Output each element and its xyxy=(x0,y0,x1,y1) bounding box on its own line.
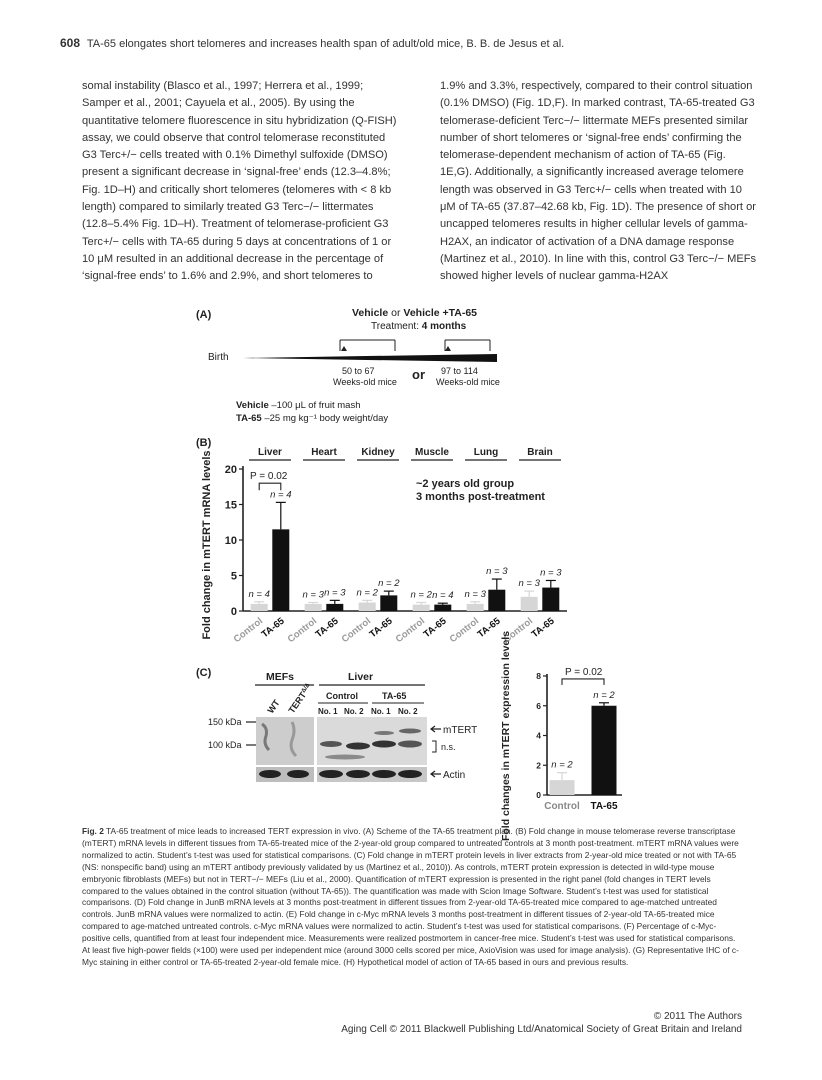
c-ytick-label: 2 xyxy=(536,760,541,771)
kda-150: 150 kDa xyxy=(208,717,242,727)
c-ytick-label: 4 xyxy=(536,730,541,741)
b-ylabel: Fold change in mTERT mRNA levels xyxy=(201,450,213,640)
b-ytick-label: 5 xyxy=(230,570,237,583)
b-group-label: Heart xyxy=(311,447,337,458)
running-title: TA-65 elongates short telomeres and increases health span of adult/old mice, B. B. de Jesus et al. xyxy=(86,38,565,50)
range-1: 50 to 67 xyxy=(342,366,375,376)
left-text-column xyxy=(82,78,400,286)
dose-vehicle: Vehicle –100 μL of fruit mash xyxy=(236,400,361,411)
b-xtick-label: Control xyxy=(339,615,374,646)
panel-a-title: Vehicle or Vehicle +TA-65 xyxy=(352,307,478,319)
b-group-label: Lung xyxy=(473,447,499,458)
b-bar xyxy=(359,602,376,611)
b-n-label: n = 2 xyxy=(378,578,400,590)
b-xtick-label: Control xyxy=(393,615,428,646)
mtert-band-label: mTERT xyxy=(443,725,478,736)
footer-copyright: © 2011 The Authors xyxy=(653,1011,742,1022)
c-ytick-label: 6 xyxy=(536,700,541,711)
panel-c xyxy=(196,631,622,841)
blot-mefs xyxy=(256,717,314,765)
panel-a-label: (A) xyxy=(196,309,212,321)
b-bar xyxy=(326,604,343,611)
c-n-label: n = 2 xyxy=(551,759,573,771)
running-header xyxy=(60,36,564,50)
c-ytick-label: 8 xyxy=(536,671,541,681)
b-xtick-label: TA-65 xyxy=(313,615,341,641)
b-ytick-label: 0 xyxy=(230,606,237,618)
b-xtick-label: TA-65 xyxy=(259,615,287,641)
b-xtick-label: TA-65 xyxy=(421,615,449,641)
b-n-label: n = 4 xyxy=(432,590,454,602)
panel-a xyxy=(196,307,500,424)
b-n-label: n = 3 xyxy=(518,578,540,590)
b-xtick-label: TA-65 xyxy=(367,615,395,641)
c-xtick-label: Control xyxy=(544,801,580,812)
panel-a-treatment: Treatment: 4 months xyxy=(371,321,467,332)
c-ytick-label: 0 xyxy=(536,790,541,800)
c-bar xyxy=(550,780,575,795)
c-p-value: P = 0.02 xyxy=(565,666,603,678)
b-n-label: n = 3 xyxy=(302,589,324,601)
b-bar xyxy=(521,597,538,611)
panel-b-label: (B) xyxy=(196,437,212,449)
liver-label: Liver xyxy=(348,671,374,683)
left-paragraph: somal instability (Blasco et al., 1997; Herrera et al., 1999; Samper et al., 2001; Cayuela et al., 2005). By using the quantitative telomere fluorescence in situ hybridization (Q-FISH) assay, we could observe that control telomerase reconstituted G3 Terc+/− cells treated with 0.1% Dimethyl sulfoxide (DMSO) present a significant decrease in ‘signal-free’ ends (12.3–4.8%; Fig. 1D–H) and critically short telomeres (telomeres with < 8 kb length) compared to similarly treated G3 Terc−/− littermates (12.8–5.4% Fig. 1D–H). Treatment of telomerase-proficient G3 Terc+/− cells with TA-65 during 5 days at concentrations of 1 or 10 μM resulted in an additional decrease in the percentage of ‘signal-free ends’ to 1.6% and 2.9%, and short telomeres to xyxy=(82,80,397,283)
c-ylabel: Fold changes in mTERT expression levels xyxy=(500,630,512,842)
b-significance-bracket xyxy=(259,483,281,490)
b-group-label: Kidney xyxy=(361,447,395,458)
control-label: Control xyxy=(326,691,358,701)
mefs-label: MEFs xyxy=(266,671,295,683)
panel-b xyxy=(196,437,567,645)
blot-liver xyxy=(317,717,427,765)
b-ytick-label: 15 xyxy=(224,499,237,512)
right-text-column xyxy=(440,78,758,286)
footer-journal: Aging Cell © 2011 Blackwell Publishing Ltd/Anatomical Society of Great Britain and Ireland xyxy=(341,1024,742,1035)
page-number: 608 xyxy=(60,36,81,50)
b-xtick-label: Control xyxy=(285,615,320,646)
ns-band-label: n.s. xyxy=(441,742,456,752)
bracket-2 xyxy=(445,340,490,351)
b-bar xyxy=(467,604,484,611)
b-group-label: Liver xyxy=(258,447,282,458)
b-n-label: n = 2 xyxy=(410,589,432,601)
c-xtick-label: TA-65 xyxy=(590,801,618,812)
ta65-label: TA-65 xyxy=(382,691,407,701)
range-1-sub: Weeks-old mice xyxy=(333,377,397,387)
caption-text: TA-65 treatment of mice leads to increased TERT expression in vivo. (A) Scheme of the TA-65 treatment plan. (B) Fold change in mouse telomerase reverse transcriptase (mTERT) mRNA levels in different tissues from TA-65-treated mice of the 2-year-old group compared to untreated controls at 3 month post-treatment. mTERT mRNA values were normalized to actin. Student’s t-test was used for statistical comparisons. (C) Fold change in mTERT protein levels in liver extracts from 2-year-old mice treated or not with TA-65 (NS: nonspecific band) using an mTERT antibody previously validated by us (Martinez et al., 2010)). As controls, mTERT protein expression is detected in wild-type mouse embryonic fibroblasts (MEFs) but not in TERT−/− MEFs (Liu et al., 2000). Quantification of mTERT expression is presented in the right panel (fold changes in TERT levels compared to the values obtained in the control situation (without TA-65)). The quantification was made with Scion Image Software. Student’s t-test was used for statistical comparisons. (D) Fold change in JunB mRNA levels at 3 months post-treatment in different tissues from 2-year-old TA-65-treated mice compared to age-matched untreated controls. JunB mRNA values were normalized to actin. (E) Fold change in c-Myc mRNA levels 3 months post-treatment in different tissues of 2-year-old TA-65-treated mice compared to age-matched untreated controls. c-Myc mRNA values were normalized to actin. Student’s t-test was used for statistical comparisons. (F) Percentage of c-Myc-positive cells, quantified from at least four independent mice. Measurements were realized postmortem in cancer-free mice. Student’s t-test was used for statistical comparisons. At least five high-power fields (×100) were used per independent mice (around 3000 cells scored per mice, AxioVision was used for image analysis). (G) Representative IHC of c-Myc staining in either control or TA-65-treated 2-year-old female mice. (H) Hypothetical model of action of TA-65 based in ours and previous results. xyxy=(82,826,739,967)
b-bar xyxy=(413,605,430,611)
panel-c-label: (C) xyxy=(196,667,212,679)
bracket-1 xyxy=(340,340,395,351)
b-bar xyxy=(251,604,268,611)
b-group-label: Brain xyxy=(527,447,553,458)
b-bar xyxy=(542,588,559,611)
lane-ta65-2: No. 2 xyxy=(398,707,418,716)
lane-control-2: No. 2 xyxy=(344,707,364,716)
b-bar xyxy=(272,529,289,611)
panel-b-annotation-2: 3 months post-treatment xyxy=(416,491,545,503)
or-label: or xyxy=(412,367,425,382)
b-xtick-label: TA-65 xyxy=(475,615,503,641)
lane-ta65-1: No. 1 xyxy=(371,707,391,716)
lane-wt: WT xyxy=(265,697,282,716)
b-ytick-label: 10 xyxy=(224,535,237,547)
c-significance-bracket xyxy=(562,679,604,685)
lane-control-1: No. 1 xyxy=(318,707,338,716)
b-n-label: n = 4 xyxy=(248,588,270,600)
right-paragraph: 1.9% and 3.3%, respectively, compared to their control situation (0.1% DMSO) (Fig. 1D,F). In marked contrast, TA-65-treated G3 telomerase-deficient Terc−/− littermate MEFs presented similar number of short telomeres or ‘signal-free ends’ confirming the telomerase-dependent mechanism of action of TA-65 (Fig. 1E,G). Additionally, a significantly increased average telomere length was observed in G3 Terc+/− cells when treated with 10 μM of TA-65 (37.87–42.68 kb, Fig. 1D). The presence of short or uncapped telomeres results in higher cellular levels of gamma-H2AX, an indicator of activation of a DNA damage response (Martinez et al., 2010). In line with this, control G3 Terc−/− MEFs showed higher levels of nuclear gamma-H2AX xyxy=(440,80,757,283)
range-2: 97 to 114 xyxy=(441,366,478,376)
b-n-label: n = 3 xyxy=(464,588,486,600)
c-bar xyxy=(592,706,617,795)
b-xtick-label: TA-65 xyxy=(529,615,557,641)
figure-caption xyxy=(82,826,742,969)
actin-blot-mefs xyxy=(256,767,314,782)
panel-b-annotation-1: ~2 years old group xyxy=(416,478,515,490)
b-n-label: n = 3 xyxy=(540,567,562,579)
b-xtick-label: Control xyxy=(231,615,266,646)
actin-band-label: Actin xyxy=(443,770,466,781)
b-n-label: n = 3 xyxy=(486,566,508,578)
b-n-label: n = 4 xyxy=(270,489,292,501)
kda-100: 100 kDa xyxy=(208,740,242,750)
timeline-wedge xyxy=(243,354,497,362)
dose-ta65: TA-65 –25 mg kg⁻¹ body weight/day xyxy=(236,413,389,424)
page-footer xyxy=(341,1010,742,1036)
b-ytick-label: 20 xyxy=(224,464,237,476)
birth-label: Birth xyxy=(208,352,229,363)
b-bar xyxy=(434,605,451,611)
b-n-label: n = 2 xyxy=(356,587,378,599)
b-p-value: P = 0.02 xyxy=(250,471,288,483)
caption-label: Fig. 2 xyxy=(82,826,104,836)
b-xtick-label: Control xyxy=(447,615,482,646)
b-xtick-label: Control xyxy=(501,615,536,646)
b-group-label: Muscle xyxy=(415,447,449,458)
actin-blot-liver xyxy=(317,767,427,782)
b-bar xyxy=(305,604,322,611)
b-n-label: n = 3 xyxy=(324,587,346,599)
c-n-label: n = 2 xyxy=(593,689,615,701)
b-bar xyxy=(380,595,397,611)
lane-tert: $TERT^{\Delta/\Delta}$ xyxy=(286,682,312,716)
b-bar xyxy=(488,590,505,611)
range-2-sub: Weeks-old mice xyxy=(436,377,500,387)
